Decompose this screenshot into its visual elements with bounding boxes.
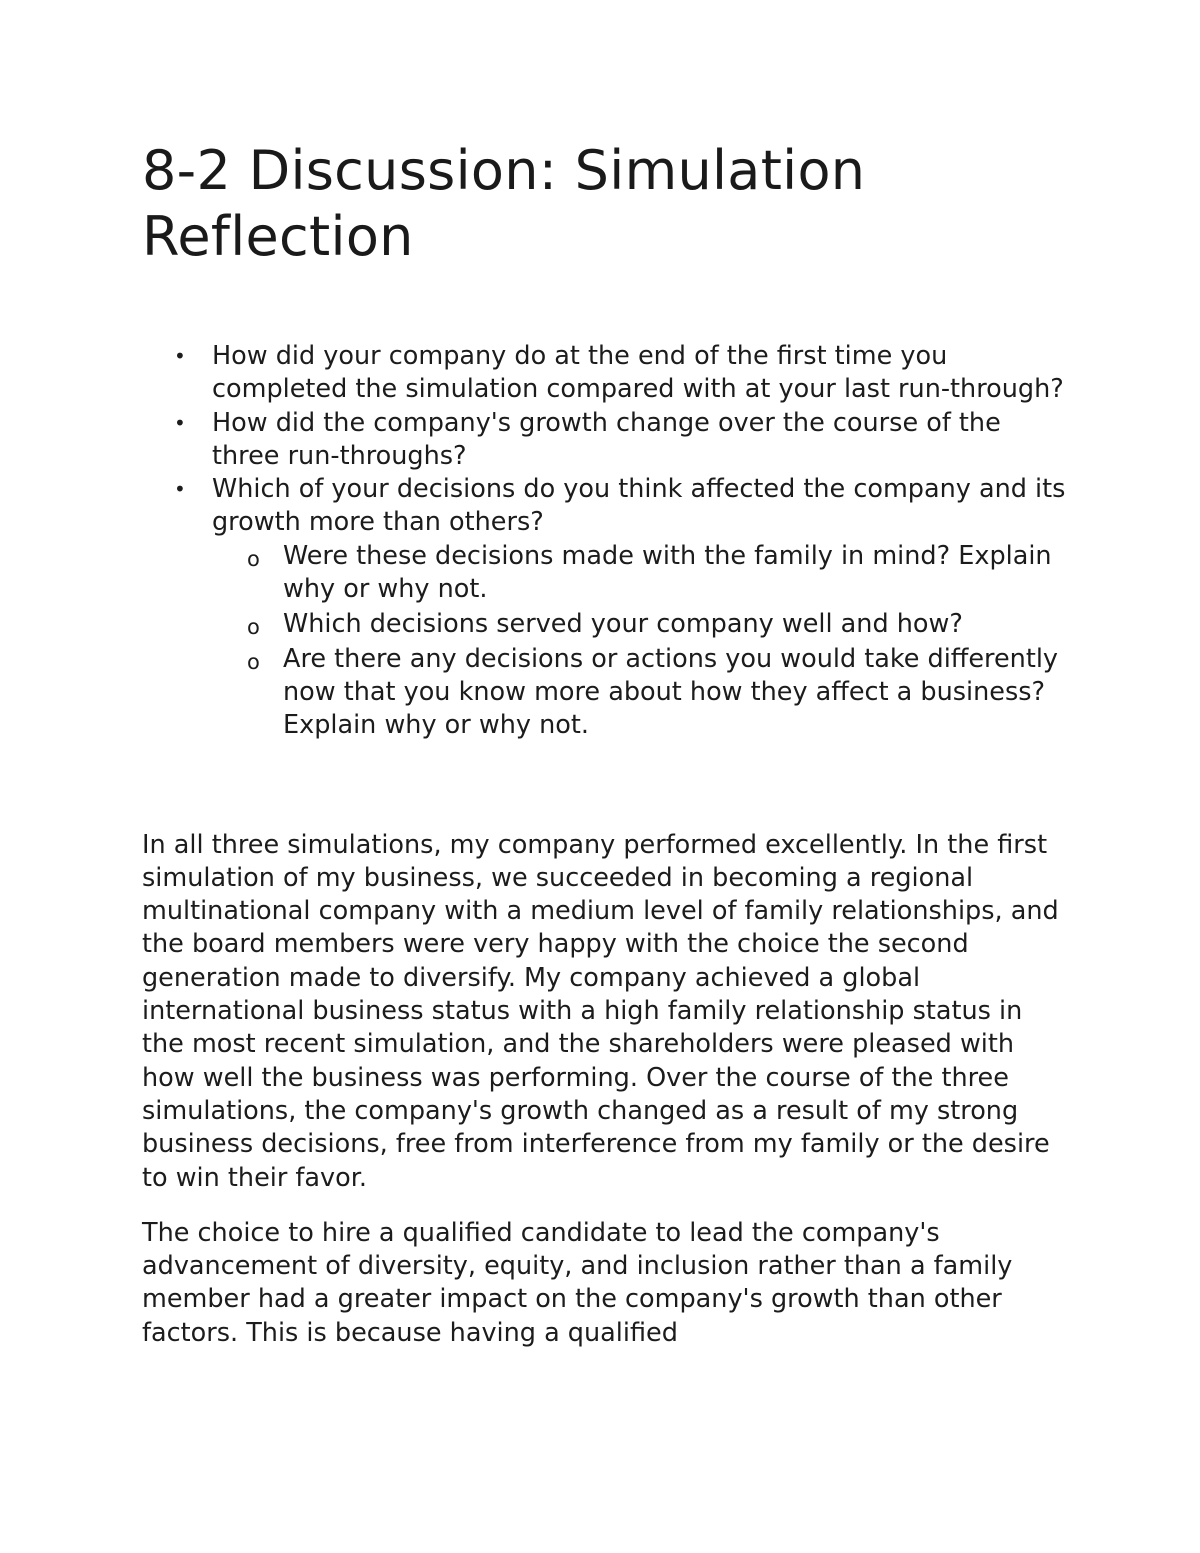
sub-question-text: Which decisions served your company well and how?: [283, 608, 963, 639]
sub-question-list: [212, 540, 1067, 743]
body-paragraph: In all three simulations, my company performed excellently. In the first simulation of my business, we succeeded in becoming a regional multinational company with a medium level of family relationships, and the board members were very happy with the choice the second generation made to diversify. My company achieved a global international business status with a high family relationship status in the most recent simulation, and the shareholders were pleased with how well the business was performing. Over the course of the three simulations, the company's growth changed as a result of my strong business decisions, free from interference from my family or the desire to win their favor.: [142, 829, 1059, 1193]
circle-bullet-icon: o: [247, 546, 260, 571]
question-item: [142, 407, 1067, 474]
question-text: Which of your decisions do you think affected the company and its growth more than others?: [212, 474, 1066, 538]
document-title: 8-2 Discussion: Simulation Reflection: [142, 139, 866, 268]
bullet-icon: •: [174, 410, 186, 435]
sub-question-text: Were these decisions made with the family in mind? Explain why or why not.: [283, 540, 1052, 605]
bullet-icon: •: [174, 477, 186, 502]
sub-question-text: Are there any decisions or actions you would take differently now that you know more about how they affect a business? Explain why or why not.: [283, 643, 1058, 741]
sub-question-item: [212, 643, 1067, 743]
sub-question-item: [212, 608, 1067, 641]
question-text: How did your company do at the end of the first time you completed the simulation compared with at your last run-through?: [212, 341, 1064, 405]
circle-bullet-icon: o: [247, 614, 260, 639]
question-item: [142, 340, 1067, 407]
circle-bullet-icon: o: [247, 649, 260, 674]
question-text: How did the company's growth change over the course of the three run-throughs?: [212, 407, 1001, 471]
sub-question-item: [212, 540, 1067, 607]
document-body: [142, 138, 1067, 1350]
body-paragraph: The choice to hire a qualified candidate to lead the company's advancement of diversity, equity, and inclusion rather than a family member had a greater impact on the company's growth than other factors. This is because having a qualified: [142, 1217, 1013, 1348]
question-list: [142, 340, 1067, 743]
bullet-icon: •: [174, 344, 186, 368]
question-item: [142, 473, 1067, 742]
